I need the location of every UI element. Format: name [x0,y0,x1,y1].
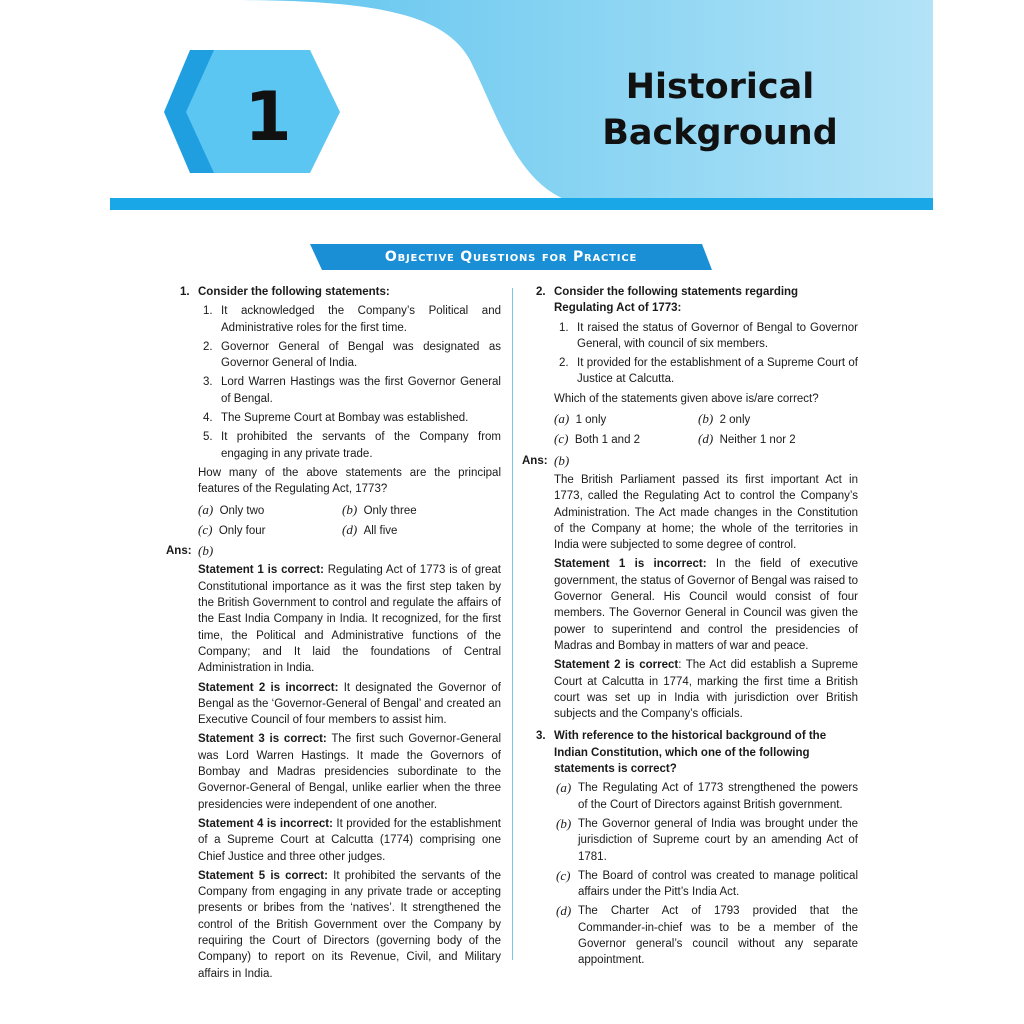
option-a: (a) The Regulating Act of 1773 strengthened the powers of the Court of Directors against British government. [556,780,858,811]
explanation-paragraph: Statement 4 is incorrect: It provided for the establishment of a Supreme Court at Calcutta (1774) comprising one Chief Justice and three other judges. [198,817,501,863]
statement-item [522,320,858,353]
explanation-paragraph: Statement 5 is correct: It prohibited the servants of the Company from engaging in any private trade or accepting presents or bribes from the ‘natives’. It strengthened the control of the British Government over the Company by requiring the Court of Directors (governing body of the Company) to report on its Revenue, Civil, and Military affairs in India. [198,869,501,980]
question-2-prompt [522,284,858,317]
question-2-options [522,411,858,449]
statement-text: It acknowledged the Company’s Political and Administrative roles for the first time. [221,305,501,334]
option-a: (a) Only two [198,501,265,517]
explanation-paragraph: Statement 1 is correct: Regulating Act of 1773 is of great Constitutional importance as it was the first step taken by the British Government to control and regulate the affairs of the East India Company in India. It recognized, for the first time, the Political and Administrative functions of the Company; and It laid the foundations of Central Administration in India. [198,564,501,675]
statement-number: 1. [559,321,569,334]
explanation-paragraph: Statement 2 is correct: The Act did establish a Supreme Court at Calcutta in 1774, marking the first time a British court was set up in India with jurisdiction over British subjects and the Company’s officials. [554,659,858,721]
explanation-paragraph: Statement 3 is correct: The first such Governor-General was Lord Warren Hastings. It made the Governors of Bombay and Madras presidencies subordinate to the Governor-General of Bengal, unlike earlier when the three presidencies were independent of one another. [198,733,501,811]
question-1-options [166,502,501,540]
option-b: (b) Only three [342,501,417,517]
option-d: (d) Neither 1 nor 2 [698,431,796,447]
explanation-intro: The British Parliament passed its first important Act in 1773, called the Regulating Act to control the Company’s Administration. The Act made changes in the Constitution of the Company at home; the whole of the territories in India were subjected to some degree of control. [554,473,858,552]
header-decoration [0,0,1024,215]
column-divider [512,288,513,960]
question-number: 3. [536,730,546,743]
question-text: Consider the following statements regarding Regulating Act of 1773: [554,286,799,315]
explanation-paragraph: Statement 2 is incorrect: It designated the Governor of Bengal as the ‘Governor-General of Bengal’ and created an Executive Council of four members to assist him. [198,681,501,727]
option-b: (b) The Governor general of India was brought under the jurisdiction of Supreme court by an amending Act of 1781. [556,815,858,863]
statement-text: Lord Warren Hastings was the first Governor General of Bengal. [221,376,501,405]
section-banner [310,242,712,272]
explanation-paragraph: Statement 1 is incorrect: In the field of executive government, the status of Governor of Bengal was raised to Governor General. His Council would consist of four members. The Governor General in Council was given the power to superintend and control the presidencies of Madras and Bombay in matters of war and peace. [554,558,858,652]
statement-text: It provided for the establishment of a Supreme Court of Justice at Calcutta. [577,357,858,386]
chapter-title [600,64,840,156]
question-number: 1. [180,286,190,298]
statement-number: 4. [203,412,213,425]
answer-value: (b) [554,452,570,468]
statement-text: It raised the status of Governor of Bengal to Governor General, with council of six members. [577,321,858,350]
banner-title: Objective Questions for Practice [384,249,638,265]
option-d: (d) All five [342,521,398,537]
statement-item [166,339,501,372]
statement-item [166,303,501,336]
option-b: (b) 2 only [698,411,751,427]
option-c: (c) Both 1 and 2 [554,431,641,447]
statement-item [522,355,858,388]
question-text: Consider the following statements: [198,286,390,298]
statement-number: 3. [203,376,213,389]
answer-row [166,543,501,560]
right-column [522,284,858,972]
statement-number: 2. [203,340,213,353]
statement-text: Governor General of Bengal was designated as Governor General of India. [221,340,501,370]
question-number: 2. [536,286,546,298]
statement-text: It prohibited the servants of the Company from engaging in any private trade. [221,431,501,460]
question-3-prompt [522,728,858,777]
chapter-title-line-2: Background [602,113,838,153]
statement-item [166,429,501,462]
option-a: (a) 1 only [554,411,607,427]
statement-text: The Supreme Court at Bombay was established. [221,412,469,425]
answer-row [522,453,858,470]
statement-number: 1. [203,305,213,318]
header-rule [110,198,933,210]
option-c: (c) The Board of control was created to manage political affairs under the Pitt’s India Act. [556,867,858,899]
option-d: (d) The Charter Act of 1793 provided that the Commander-in-chief was to be a member of the Governor general’s council without any separate appointment. [556,903,858,967]
answer-value: (b) [198,543,214,559]
question-1-stem: How many of the above statements are the principal features of the Regulating Act, 1773? [198,466,501,496]
chapter-title-line-1: Historical [625,67,815,107]
question-text: With reference to the historical background of the Indian Constitution, which one of the following statements is correct? [554,730,827,776]
chapter-number: 1 [244,78,292,157]
question-2-stem: Which of the statements given above is/are correct? [554,392,819,405]
statement-number: 5. [203,431,213,444]
left-column [166,284,501,985]
question-1-prompt [166,284,501,300]
statement-number: 2. [559,357,569,370]
chapter-header [0,0,1024,215]
statement-item [166,374,501,407]
answer-label: Ans: [522,454,548,467]
statement-item [166,410,501,426]
answer-label: Ans: [166,545,192,558]
option-c: (c) Only four [198,521,266,537]
